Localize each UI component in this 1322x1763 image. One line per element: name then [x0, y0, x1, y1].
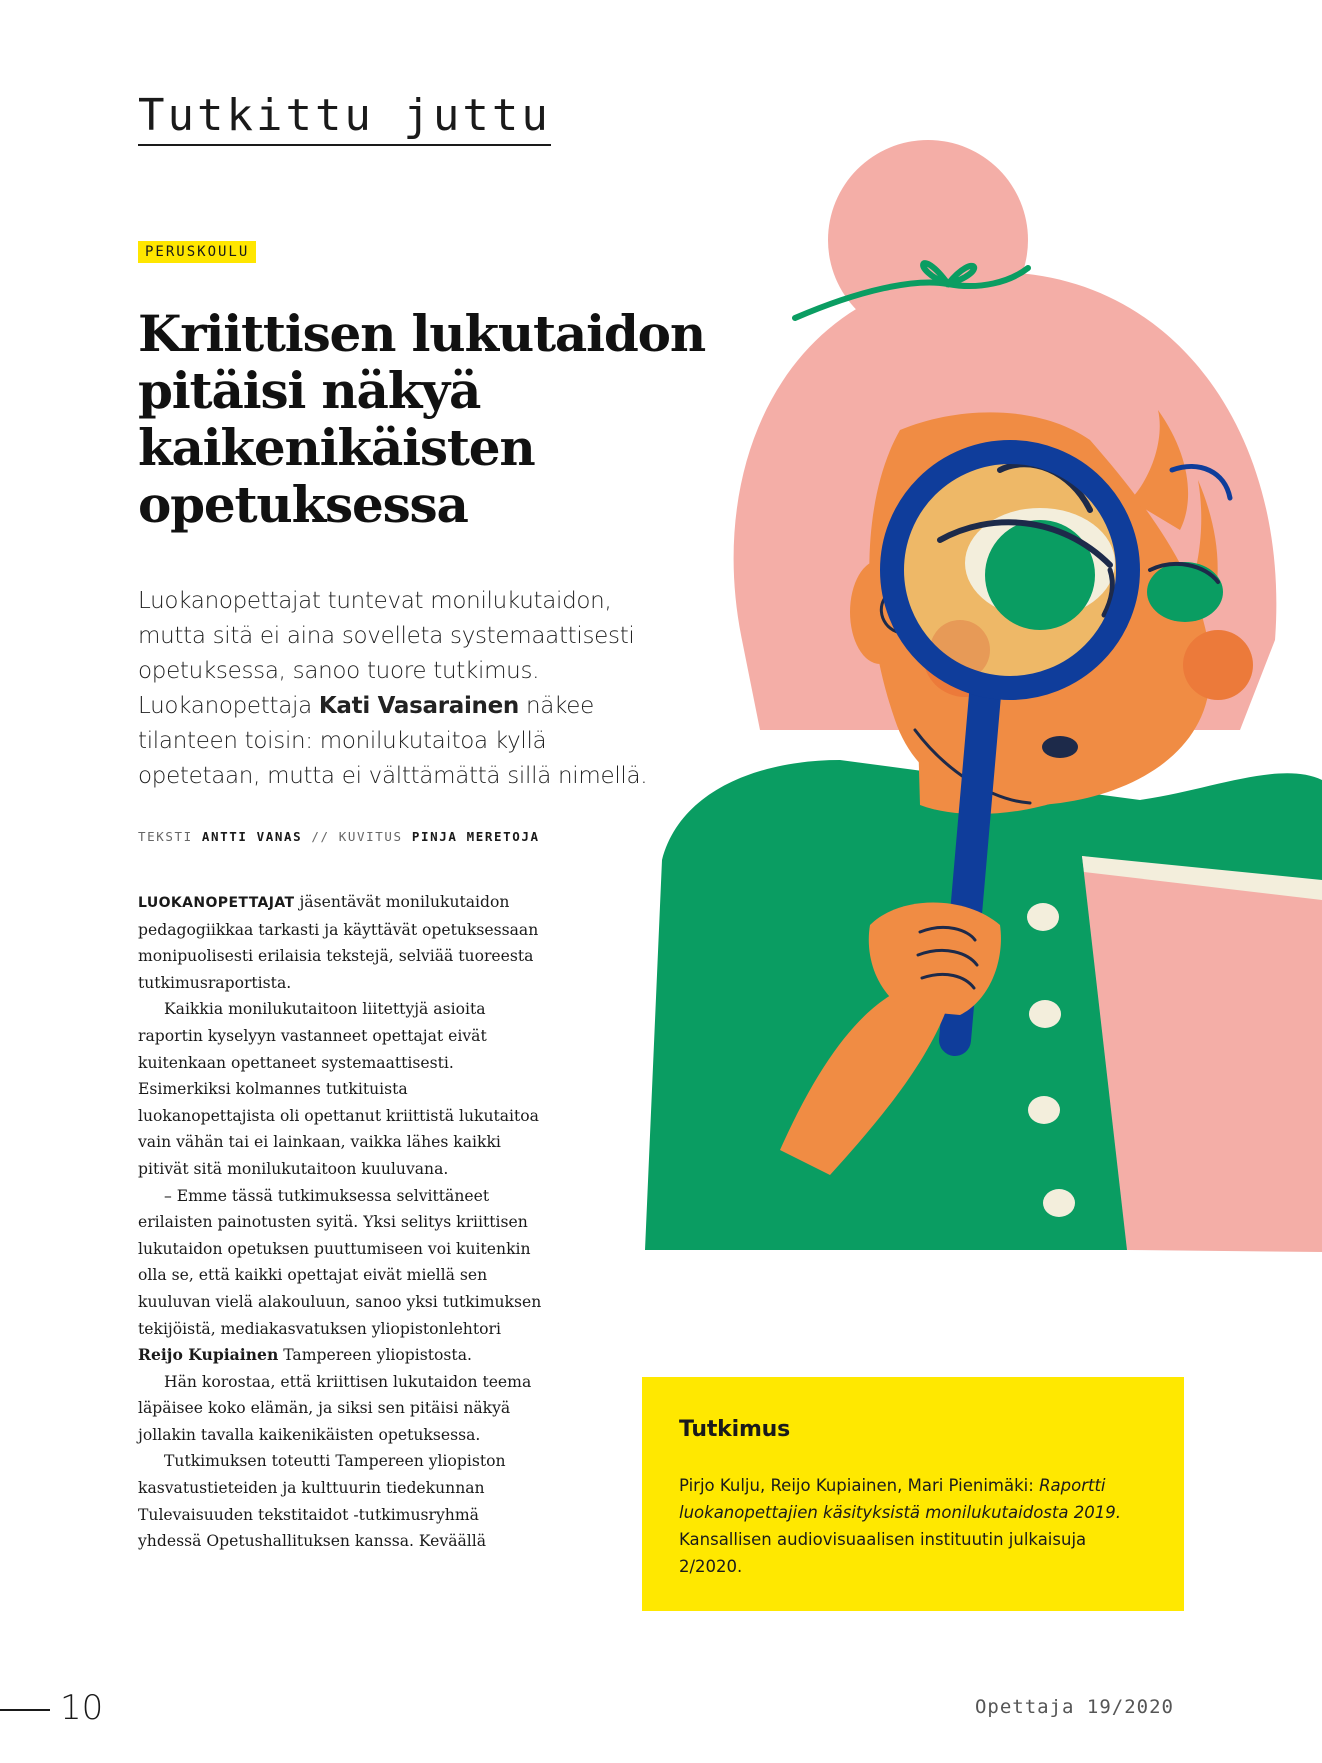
fact-box-text — [679, 1472, 1147, 1580]
headline — [138, 305, 718, 533]
lead-paragraph — [138, 584, 658, 794]
byline-text-author: ANTTI VANAS — [201, 829, 303, 844]
body-paragraph-1 — [138, 889, 546, 996]
body-paragraph-3 — [138, 1183, 546, 1369]
lead-text-2: näkee tilanteen toisin: monilukutaitoa kyllä opetetaan, mutta ei välttämättä sillä nimellä. — [138, 693, 648, 789]
headline-line-2: pitäisi näkyä — [138, 361, 481, 420]
shirt-button-3 — [1028, 1096, 1060, 1124]
footer-rule — [0, 1709, 50, 1711]
byline-illustration-author: PINJA MERETOJA — [411, 829, 540, 844]
shirt-button-4 — [1043, 1189, 1075, 1217]
body-paragraph-3-text-a: – Emme tässä tutkimuksessa selvittäneet erilaisten painotusten syitä. Yksi selitys kriittisen lukutaidon opetuksen puuttumiseen voi kuitenkin olla se, että kaikki opettajat eivät miellä sen kuuluvan vielä alakouluun, sanoo yksi tutkimuksen tekijöistä, mediakasvatuksen yliopistonlehtori — [138, 1186, 542, 1338]
fact-box-authors: Pirjo Kulju, Reijo Kupiainen, Mari Pienimäki: — [679, 1476, 1040, 1495]
body-lead-in: LUOKANOPETTAJAT — [138, 895, 295, 911]
fact-box-title: Tutkimus — [679, 1417, 791, 1442]
category-tag: PERUSKOULU — [138, 241, 256, 263]
magnified-iris — [985, 520, 1095, 630]
mouth — [1042, 736, 1078, 758]
body-paragraph-4: Hän korostaa, että kriittisen lukutaidon teema läpäisee koko elämän, ja siksi sen pitäisi näkyä jollakin tavalla kaikenikäisten opetuksessa. — [138, 1372, 532, 1444]
headline-line-4: opetuksessa — [138, 475, 468, 534]
byline-illustration-label: KUVITUS — [338, 829, 412, 844]
page-number: 10 — [60, 1688, 104, 1728]
headline-line-1: Kriittisen lukutaidon — [138, 304, 705, 363]
fact-box-report-title: Raportti luokanopettajien käsityksistä monilukutaidosta 2019. — [679, 1476, 1121, 1522]
fact-box — [642, 1377, 1184, 1611]
issue-label: Opettaja 19/2020 — [974, 1696, 1174, 1718]
body-paragraph-3-text-b: Tampereen yliopistosta. — [278, 1346, 472, 1365]
cheek-right — [1183, 630, 1253, 700]
article-body — [138, 889, 546, 1555]
section-title: Tutkittu juttu — [138, 92, 551, 146]
byline-separator: // — [302, 829, 339, 844]
shirt-button-1 — [1027, 903, 1059, 931]
right-eye — [1147, 562, 1223, 622]
byline-text-label: TEKSTI — [138, 829, 202, 844]
body-paragraph-5: Tutkimuksen toteutti Tampereen yliopiston kasvatustieteiden ja kulttuurin tiedekunnan Tulevaisuuden tekstitaidot -tutkimusryhmä yhdessä Opetushallituksen kanssa. Keväällä — [138, 1452, 506, 1551]
body-paragraph-1-text: jäsentävät monilukutaidon pedagogiikkaa tarkasti ja käyttävät opetuksessaan monipuolisesti erilaisia tekstejä, selviää tuoreesta tutkimusraportista. — [138, 893, 539, 992]
lead-person-name: Kati Vasarainen — [318, 693, 520, 719]
fact-box-publisher: Kansallisen audiovisuaalisen instituutin julkaisuja 2/2020. — [679, 1530, 1087, 1576]
shirt-button-2 — [1029, 1000, 1061, 1028]
lead-text-1: Luokanopettajat tuntevat monilukutaidon, mutta sitä ei aina sovelleta systemaattisesti opetuksessa, sanoo tuore tutkimus. Luokanopettaja — [138, 588, 635, 719]
body-paragraph-2: Kaikkia monilukutaitoon liitettyjä asioita raportin kyselyyn vastanneet opettajat eivät kuitenkaan opettaneet systemaattisesti. Esimerkiksi kolmannes tutkituista luokanopettajista oli opettanut kriittistä lukutaitoa vain vähän tai ei lainkaan, vaikka lähes kaikki pitivät sitä monilukutaitoon kuuluvana. — [138, 1000, 539, 1178]
woman-with-magnifier-illustration — [645, 140, 1322, 1255]
body-person-name: Reijo Kupiainen — [138, 1345, 279, 1365]
headline-line-3: kaikenikäisten — [138, 418, 535, 477]
byline — [138, 829, 540, 844]
